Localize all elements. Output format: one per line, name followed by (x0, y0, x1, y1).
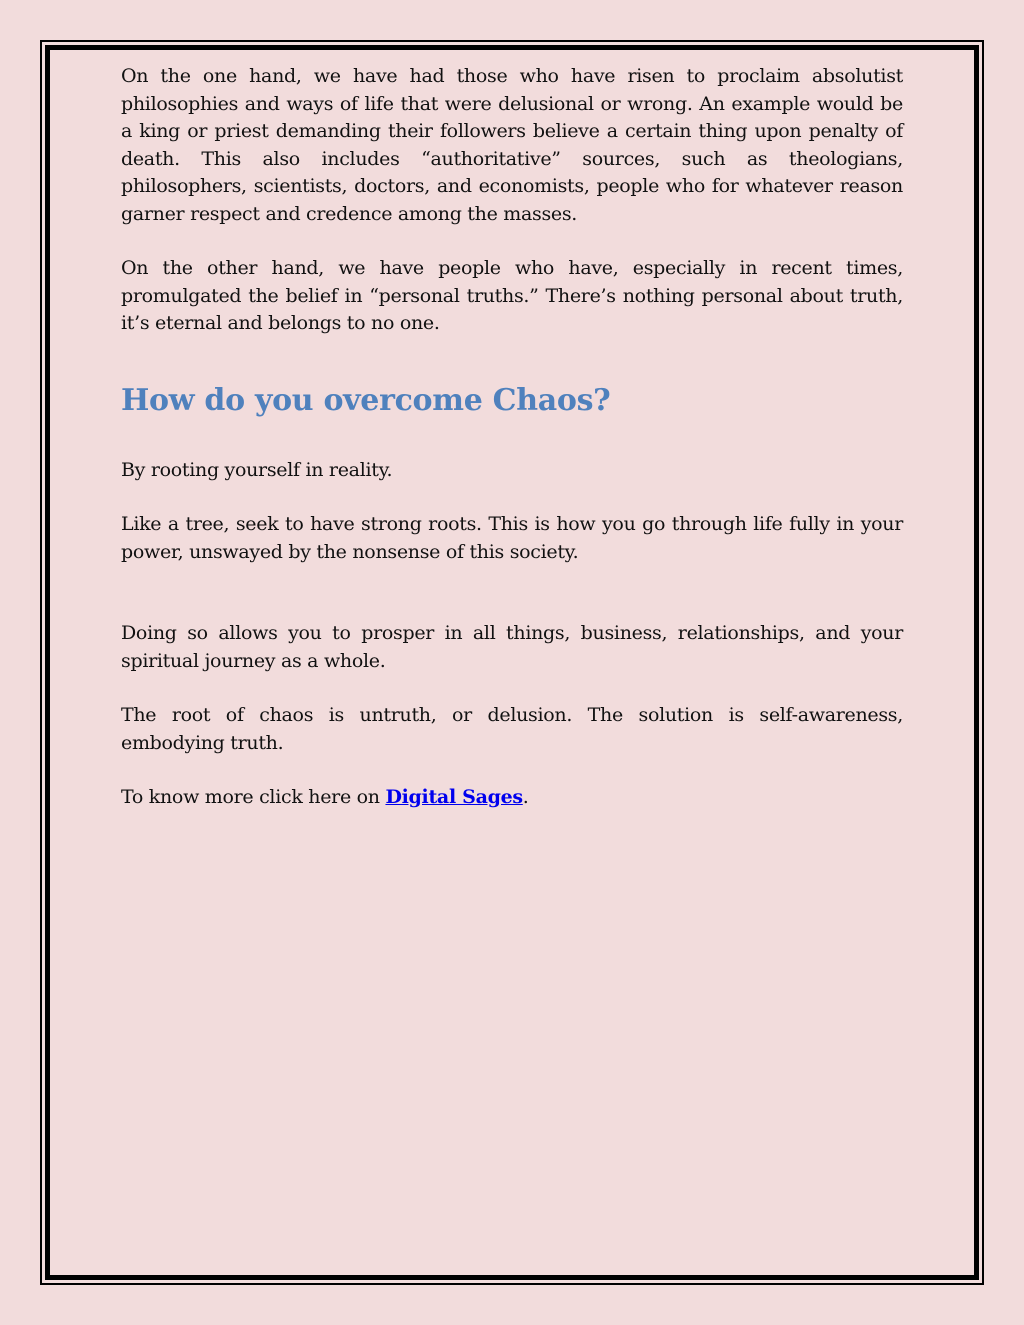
paragraph-personal-truths: On the other hand, we have people who have, especially in recent times, promulgated the belief in “personal truths.” There’s nothing personal about truth, it’s eternal and belongs to no one. (121, 257, 903, 334)
paragraph-prosper: Doing so allows you to prosper in all things, business, relationships, and your spiritual journey as a whole. (121, 622, 903, 672)
paragraph-tree: Like a tree, seek to have strong roots. This is how you go through life fully in your power, unswayed by the nonsense of this society. (121, 513, 903, 563)
section-heading: How do you overcome Chaos? (121, 382, 611, 418)
cta-prefix: To know more click here on (121, 786, 386, 808)
spacer (121, 593, 903, 620)
paragraph-rooting: By rooting yourself in reality. (121, 458, 393, 481)
paragraph-root-of-chaos: The root of chaos is untruth, or delusion. The solution is self-awareness, embodying truth. (121, 704, 903, 754)
paragraph-absolutist: On the one hand, we have had those who have risen to proclaim absolutist philosophies and ways of life that were delusional or wrong. An example would be a king or priest demanding their followers believe a certain thing upon penalty of death. This also includes “authoritative” sources, such as theologians, philosophers, scientists, doctors, and economists, people who for whatever reason garner respect and credence among the masses. (121, 65, 903, 225)
document-body (121, 63, 903, 839)
digital-sages-link[interactable]: Digital Sages (385, 786, 523, 808)
cta-paragraph (121, 784, 903, 812)
cta-suffix: . (522, 786, 529, 808)
